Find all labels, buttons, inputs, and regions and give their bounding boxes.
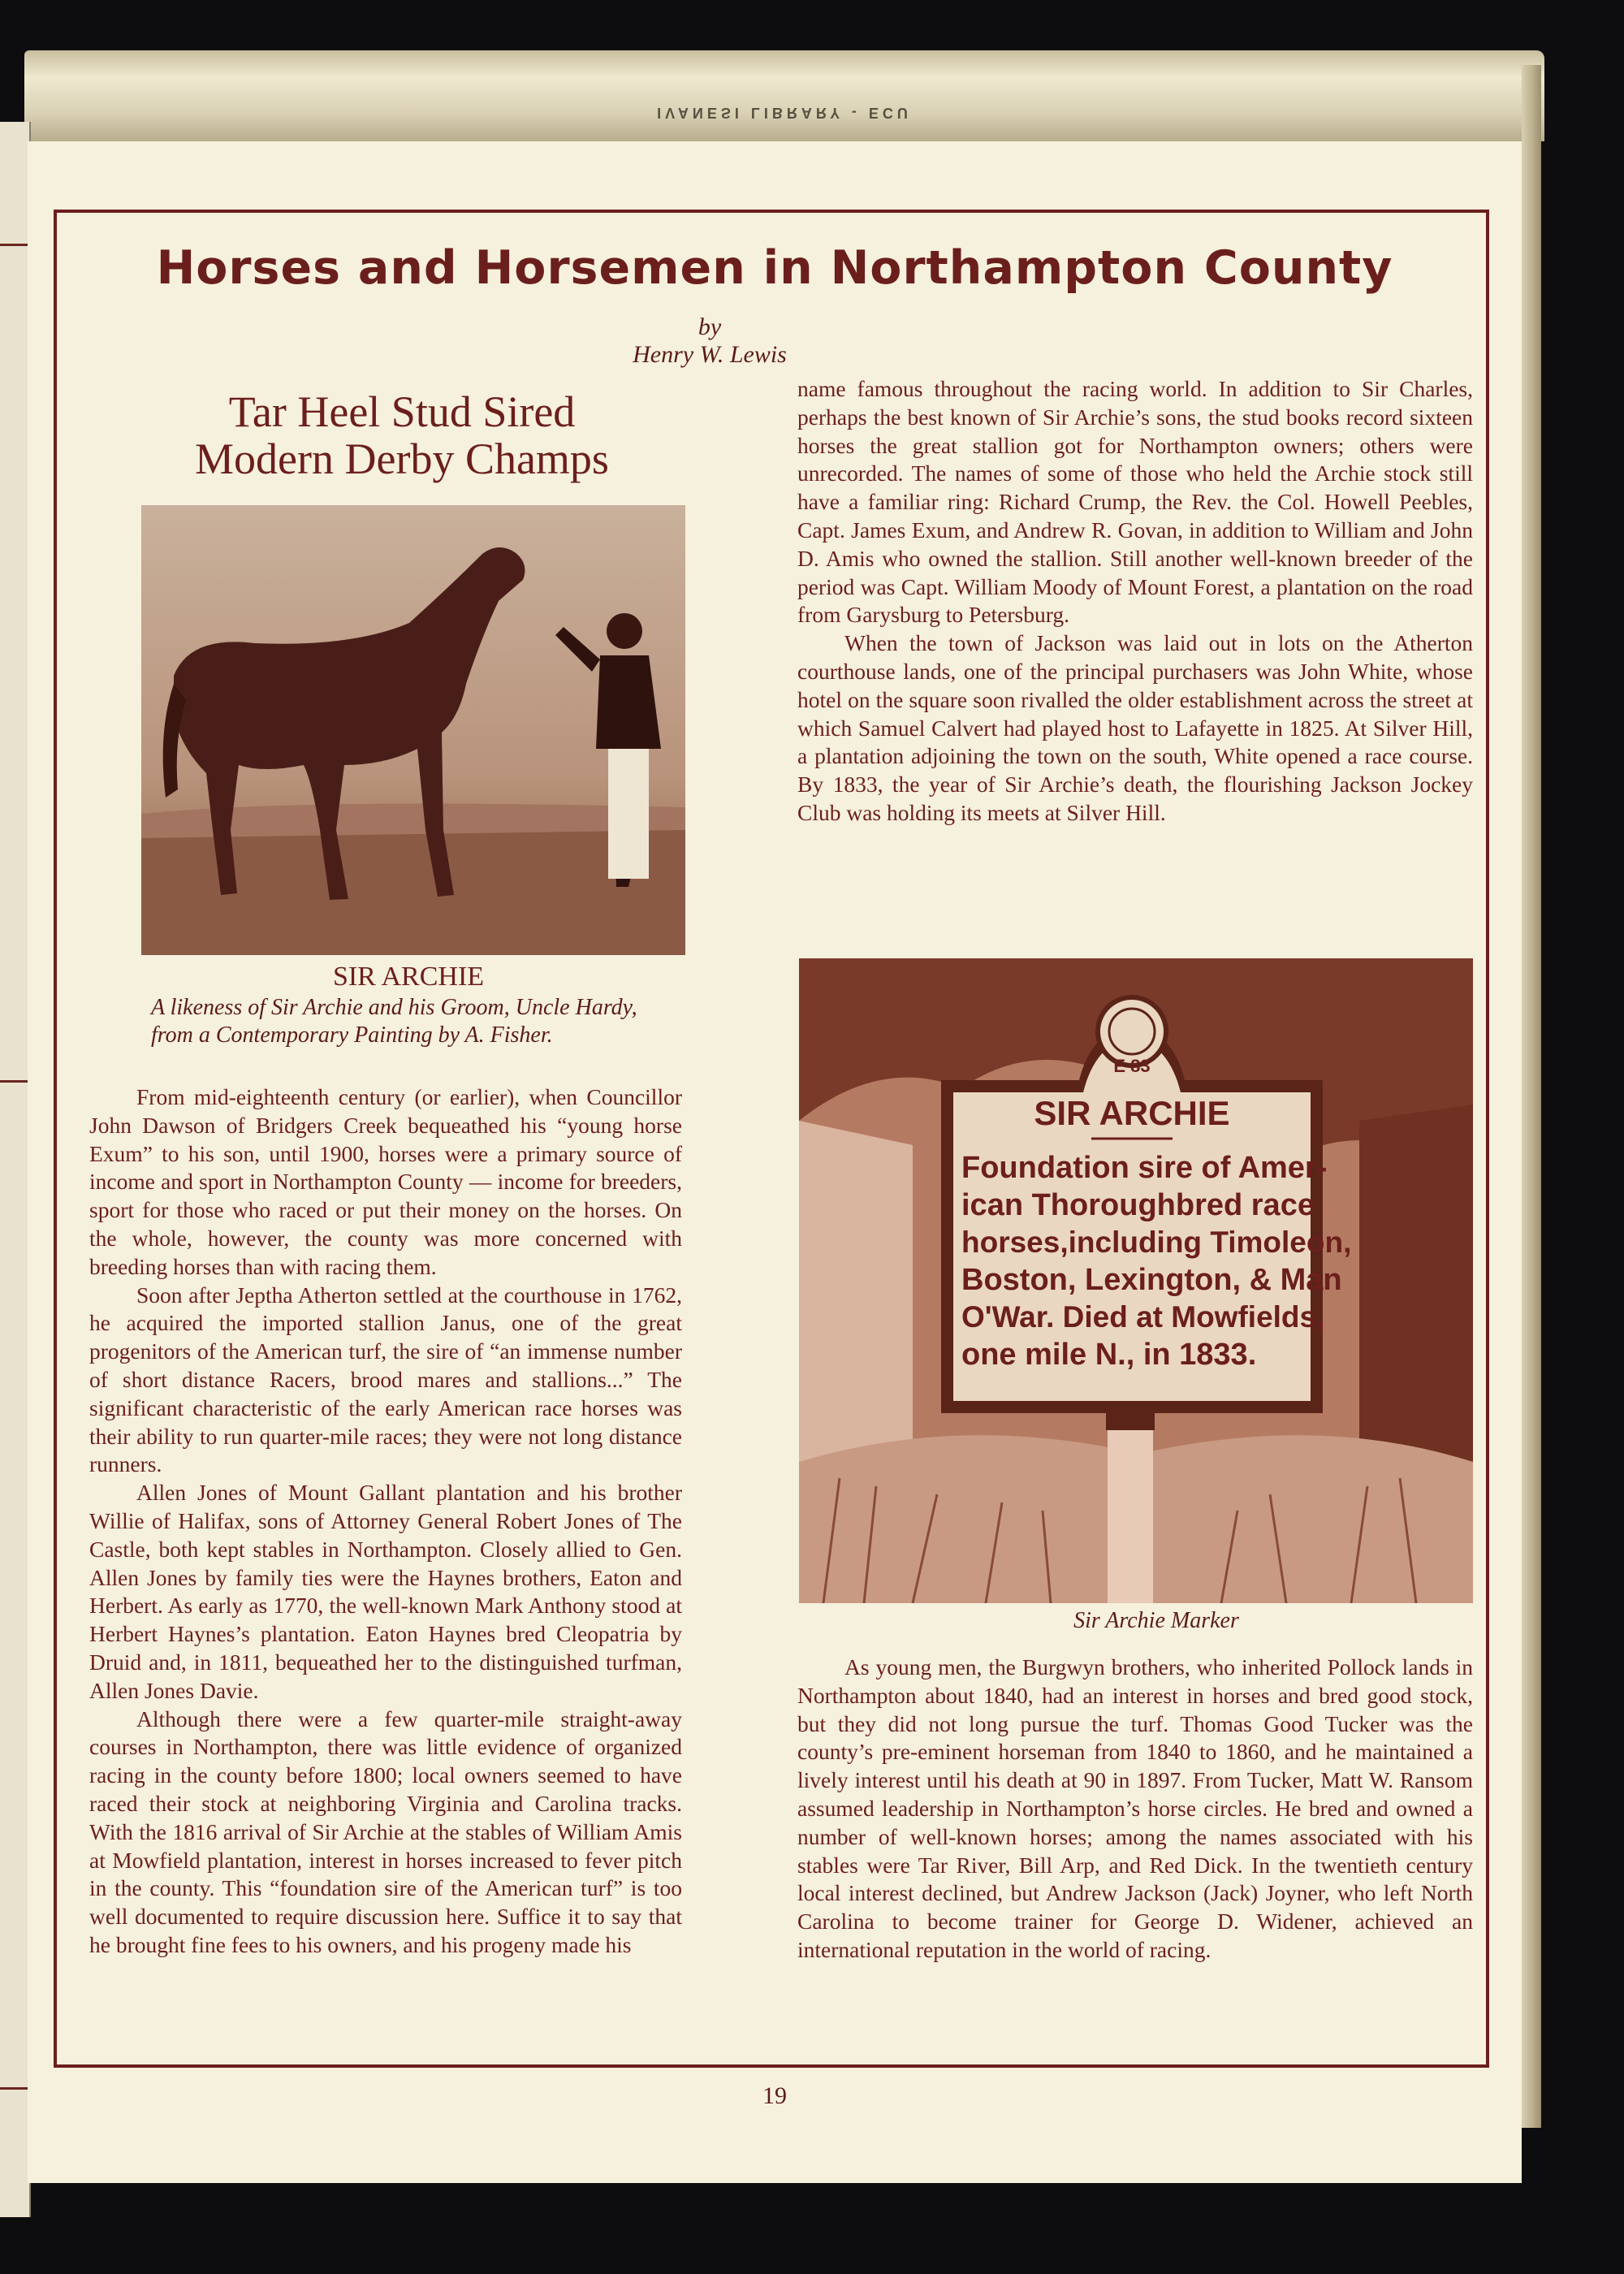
byline-by: by [698,313,722,340]
marker-line: ican Thoroughbred race [961,1188,1315,1222]
figure1-caption: A likeness of Sir Archie and his Groom, Uncle Hardy, from a Contemporary Painting by A. Fisher. [151,995,637,1048]
marker-line: horses,including Timoleon, [961,1226,1352,1259]
paragraph: Soon after Jeptha Atherton settled at the courthouse in 1762, he acquired the imported stallion Janus, one of the great progenitors of the American turf, the sire of “an immense number of short distance Racers, brood mares and stallions...” The significant characteristic of the early American race horses was their ability to run quarter-mile races; they were not long distance runners. [89,1282,682,1477]
marker-line: one mile N., in 1833. [961,1338,1257,1372]
right-column-top [797,375,1473,828]
marker-number: E 83 [1113,1056,1151,1076]
marker-line: Boston, Lexington, & Man [961,1263,1342,1297]
sir-archie-marker-photo [799,958,1473,1603]
paragraph: Allen Jones of Mount Gallant plantation and his brother Willie of Halifax, sons of Attorney General Robert Jones of The Castle, both kept stables in Northampton. Closely allied to Gen. Allen Jones by family ties were the Haynes brothers, Eaton and Herbert. As early as 1770, the well-known Mark Anthony stood at Herbert Haynes’s plantation. Eaton Haynes bred Cleopatria by Druid and, in 1811, bequeathed her to the distinguished turfman, Allen Jones Davie. [89,1480,682,1703]
subhead-line-2: Modern Derby Champs [195,434,609,483]
left-column [89,1083,682,1960]
byline-author: Henry W. Lewis [633,341,787,368]
left-page-edge [0,122,31,2217]
marker-line: Foundation sire of Amer- [961,1151,1328,1185]
subhead-line-1: Tar Heel Stud Sired [228,387,576,436]
marker-line: O'War. Died at Mowfields, [961,1300,1325,1334]
figure1-name: SIR ARCHIE [332,962,485,992]
article-title: Horses and Horsemen in Northampton County [156,241,1393,295]
paragraph: From mid-eighteenth century (or earlier), when Councillor John Dawson of Bridgers Creek bequeathed his “young horse Exum” to his son, until 1900, horses were a primary source of income and sport in Northampton County — income for breeders, sport for those who raced or put their money on the horses. On the whole, however, the county was more concerned with breeding horses than with racing them. [89,1084,682,1279]
book-top-edge [24,50,1544,141]
right-column-bottom [797,1654,1473,1965]
page-number: 19 [762,2082,787,2109]
sir-archie-painting [141,505,685,955]
figure2-caption: Sir Archie Marker [1073,1608,1239,1633]
paragraph: name famous throughout the racing world. In addition to Sir Charles, perhaps the best known of Sir Archie’s sons, the stud books record sixteen horses the great stallion got for Northampton owners; others were unrecorded. The names of some of those who held the Archie stock still have a familiar ring: Richard Crump, the Rev. the Col. Howell Peebles, Capt. James Exum, and Andrew R. Govan, in addition to William and John D. Amis who owned the stallion. Still another well-known breeder of the period was Capt. William Moody of Mount Forest, a plantation on the road from Garysburg to Petersburg. [797,376,1473,628]
paragraph: When the town of Jackson was laid out in lots on the Atherton courthouse lands, one of the principal purchasers was John White, whose hotel on the square soon rivalled the older establishment across the street at which Samuel Calvert had played host to Lafayette in 1825. At Silver Hill, a plantation adjoining the town on the south, White opened a race course. By 1833, the year of Sir Archie’s death, the flourishing Jackson Jockey Club was holding its meets at Silver Hill. [797,630,1473,825]
page [28,141,1522,2183]
marker-title: SIR ARCHIE [1034,1094,1230,1132]
spine-label: IVANESI LIBRARY - ECU [657,105,912,121]
paragraph: As young men, the Burgwyn brothers, who inherited Pollock lands in Northampton about 1840, had an interest in horses and bred good stock, but they did not long pursue the turf. Thomas Good Tucker was the county’s pre-eminent horseman from 1840 to 1860, and he maintained a lively interest until his death at 90 in 1897. From Tucker, Matt W. Ransom assumed leadership in Northampton’s horse circles. He bred and owned a number of well-known horses; among the names associated with his stables were Tar River, Bill Arp, and Red Dick. In the twentieth century local interest declined, but Andrew Jackson (Jack) Joyner, who left North Carolina to become trainer for George D. Widener, achieved an international reputation in the world of racing. [797,1654,1473,1962]
paragraph: Although there were a few quarter-mile straight-away courses in Northampton, there was little evidence of organized racing in the county before 1800; local owners seemed to have raced their stock at neighboring Virginia and Carolina tracks. With the 1816 arrival of Sir Archie at the stables of William Amis at Mowfield plantation, interest in horses increased to fever pitch in the county. This “foundation sire of the American turf” is too well documented to require discussion here. Suffice it to say that he brought fine fees to his owners, and his progeny made his [89,1706,682,1957]
book-right-edge [1522,65,1541,2128]
